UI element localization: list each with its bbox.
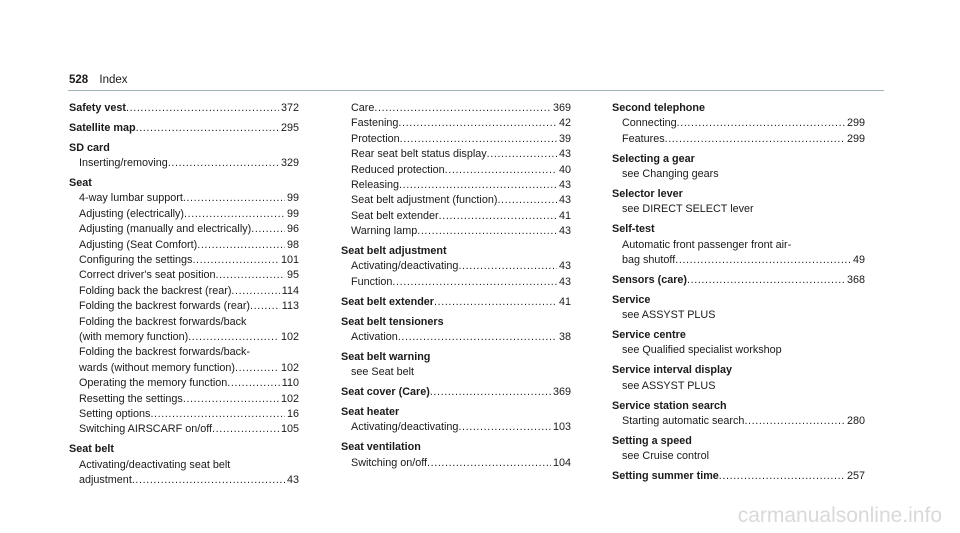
entry-text: Adjusting (electrically)	[79, 207, 185, 220]
index-subentry	[69, 345, 299, 360]
entry-text: Seat belt adjustment (function)	[351, 194, 498, 207]
index-heading	[612, 363, 865, 378]
index-heading	[341, 315, 571, 330]
index-heading	[341, 244, 571, 259]
entry-text: Connecting	[622, 117, 677, 130]
index-heading	[612, 101, 865, 116]
index-entry	[69, 101, 299, 116]
page-reference[interactable]: 372	[280, 102, 299, 114]
leader-dots	[231, 284, 279, 299]
index-entry	[612, 469, 865, 484]
leader-dots	[434, 295, 557, 310]
leader-dots	[374, 101, 551, 116]
index-subentry[interactable]	[341, 193, 571, 208]
page-reference[interactable]: 99	[286, 192, 299, 205]
index-entry	[612, 293, 865, 324]
entry-text: Function	[351, 275, 393, 288]
entry-text: Reduced protection	[351, 163, 445, 176]
entry-text: Fastening	[351, 117, 399, 130]
leader-dots	[132, 473, 285, 488]
entry-text: Selector lever	[612, 187, 683, 200]
entry-text: Setting options	[79, 407, 151, 420]
page-reference[interactable]: 369	[552, 102, 571, 114]
entry-text: Setting a speed	[612, 434, 692, 447]
index-column-1	[69, 101, 299, 493]
index-subentry[interactable]	[341, 456, 571, 471]
leader-dots	[687, 273, 845, 288]
index-column-2	[341, 101, 571, 476]
index-subentry[interactable]	[69, 473, 299, 488]
page-header	[69, 73, 128, 87]
entry-text: Features	[622, 132, 665, 145]
entry-text: Activating/deactivating	[351, 260, 459, 273]
watermark: carmanualsonline.info	[737, 504, 942, 527]
index-entry	[69, 121, 299, 136]
entry-text: Folding the backrest forwards/back-	[79, 346, 251, 359]
index-entry	[612, 273, 865, 288]
index-column-3	[612, 101, 865, 489]
index-heading	[69, 442, 299, 457]
index-heading	[341, 350, 571, 365]
leader-dots	[398, 330, 557, 345]
leader-dots	[400, 132, 557, 147]
page-reference[interactable]: 43	[558, 148, 571, 161]
index-heading[interactable]	[612, 273, 865, 288]
entry-text: 4-way lumbar support	[79, 192, 183, 205]
page-reference[interactable]: 99	[286, 207, 299, 220]
index-subentry[interactable]	[612, 132, 865, 147]
entry-text: Self-test	[612, 223, 655, 236]
leader-dots	[188, 330, 279, 345]
page-number: 528	[69, 74, 89, 86]
entry-text: Seat heater	[341, 406, 400, 419]
index-subentry[interactable]	[69, 207, 299, 222]
index-subentry[interactable]	[341, 178, 571, 193]
entry-text: see Seat belt	[351, 366, 415, 379]
leader-dots	[744, 414, 845, 429]
page-reference[interactable]: 113	[281, 300, 299, 313]
entry-text: Selecting a gear	[612, 152, 695, 165]
index-subentry[interactable]	[69, 407, 299, 422]
index-subentry[interactable]	[612, 253, 865, 268]
leader-dots	[197, 238, 285, 253]
index-subentry[interactable]	[69, 299, 299, 314]
entry-text: Sensors (care)	[612, 273, 688, 286]
entry-text: Seat belt adjustment	[341, 245, 447, 258]
page-reference[interactable]: 16	[286, 407, 299, 420]
entry-text: Seat cover (Care)	[341, 386, 430, 399]
index-subentry[interactable]	[341, 224, 571, 239]
index-entry	[341, 101, 571, 240]
entry-text: Inserting/removing	[79, 157, 168, 170]
leader-dots	[677, 116, 845, 131]
page-reference[interactable]: 103	[552, 421, 571, 434]
index-subentry[interactable]	[341, 132, 571, 147]
entry-text: SD card	[69, 141, 110, 154]
entry-text: see Cruise control	[622, 450, 710, 463]
index-subentry[interactable]	[612, 116, 865, 131]
index-heading[interactable]	[341, 295, 571, 310]
index-entry	[341, 244, 571, 290]
index-subentry	[612, 202, 865, 217]
entry-text: see Changing gears	[622, 168, 719, 181]
entry-text: see Qualified specialist workshop	[622, 344, 782, 357]
entry-text: Resetting the settings	[79, 392, 183, 405]
index-subentry[interactable]	[69, 238, 299, 253]
index-subentry[interactable]	[69, 268, 299, 283]
leader-dots	[168, 156, 279, 171]
leader-dots	[497, 193, 557, 208]
leader-dots	[183, 392, 279, 407]
index-entry	[612, 434, 865, 465]
index-entry	[69, 442, 299, 488]
page-reference[interactable]: 43	[558, 178, 571, 191]
page-reference[interactable]: 42	[558, 117, 571, 130]
leader-dots	[665, 132, 845, 147]
page-reference[interactable]: 368	[846, 273, 865, 286]
entry-text: Seat belt tensioners	[341, 315, 444, 328]
entry-text: Service	[612, 293, 651, 306]
index-subentry[interactable]	[69, 156, 299, 171]
page-reference[interactable]: 43	[286, 473, 299, 486]
index-subentry[interactable]	[341, 209, 571, 224]
index-entry	[612, 222, 865, 268]
page-reference[interactable]: 280	[846, 415, 865, 428]
index-subentry[interactable]	[69, 376, 299, 391]
entry-text: Rear seat belt status display	[351, 148, 487, 161]
index-subentry	[612, 238, 865, 253]
leader-dots	[150, 407, 285, 422]
entry-text: Activating/deactivating seat belt	[79, 458, 231, 471]
entry-text: Seat belt warning	[341, 350, 431, 363]
entry-text: Folding the backrest forwards/back	[79, 315, 247, 328]
page-reference[interactable]: 104	[552, 456, 571, 469]
entry-text: Service station search	[612, 399, 727, 412]
index-heading[interactable]	[612, 469, 865, 484]
entry-text: Safety vest	[69, 102, 127, 114]
index-subentry[interactable]	[341, 116, 571, 131]
leader-dots	[458, 420, 551, 435]
leader-dots	[430, 385, 551, 400]
leader-dots	[192, 253, 279, 268]
index-entry	[612, 363, 865, 394]
entry-text: Adjusting (manually and electrically)	[79, 223, 252, 236]
leader-dots	[251, 222, 285, 237]
entry-text: wards (without memory function)	[79, 361, 236, 374]
entry-text: see ASSYST PLUS	[622, 379, 716, 392]
index-subentry[interactable]	[341, 147, 571, 162]
index-heading	[612, 434, 865, 449]
index-heading[interactable]	[341, 385, 571, 400]
entry-text: see DIRECT SELECT lever	[622, 203, 754, 216]
entry-text: Releasing	[351, 178, 400, 191]
index-subentry[interactable]	[69, 361, 299, 376]
index-entry	[612, 399, 865, 430]
index-subentry[interactable]	[69, 222, 299, 237]
index-subentry[interactable]	[341, 330, 571, 345]
index-subentry[interactable]	[612, 414, 865, 429]
entry-text: adjustment	[79, 473, 132, 486]
index-subentry	[69, 315, 299, 330]
page-reference[interactable]: 43	[558, 260, 571, 273]
page-reference[interactable]: 299	[846, 117, 865, 130]
page-reference[interactable]: 102	[280, 330, 299, 343]
page-reference[interactable]: 299	[846, 132, 865, 145]
index-subentry[interactable]	[69, 253, 299, 268]
entry-text: Seat belt	[69, 443, 115, 456]
leader-dots	[398, 116, 557, 131]
index-entry	[341, 350, 571, 381]
page-reference[interactable]: 329	[280, 157, 299, 170]
index-entry	[612, 101, 865, 147]
entry-text: Seat	[69, 177, 92, 190]
page-reference[interactable]: 49	[852, 254, 865, 267]
index-subentry	[612, 449, 865, 464]
leader-dots	[235, 361, 279, 376]
leader-dots	[458, 259, 557, 274]
entry-text: see ASSYST PLUS	[622, 309, 716, 322]
index-entry	[69, 176, 299, 438]
entry-text: Activation	[351, 330, 398, 343]
leader-dots	[439, 209, 557, 224]
index-entry	[341, 315, 571, 346]
entry-text: Care	[351, 102, 375, 114]
leader-dots	[487, 147, 557, 162]
leader-dots	[399, 178, 557, 193]
entry-text: Operating the memory function	[79, 377, 228, 390]
entry-text: Folding back the backrest (rear)	[79, 284, 232, 297]
index-subentry[interactable]	[341, 275, 571, 290]
entry-text: Second telephone	[612, 102, 705, 114]
index-entry	[341, 385, 571, 400]
index-heading	[612, 187, 865, 202]
index-subentry	[612, 379, 865, 394]
leader-dots	[250, 299, 280, 314]
page-reference[interactable]: 39	[558, 132, 571, 145]
index-subentry[interactable]	[341, 163, 571, 178]
entry-text: Setting summer time	[612, 470, 719, 483]
page-reference[interactable]: 38	[558, 330, 571, 343]
leader-dots	[675, 253, 851, 268]
entry-text: bag shutoff	[622, 254, 676, 267]
index-subentry[interactable]	[69, 191, 299, 206]
entry-text: Protection	[351, 132, 400, 145]
leader-dots	[212, 422, 279, 437]
page-reference[interactable]: 105	[280, 423, 299, 436]
page-title: Index	[99, 74, 128, 86]
index-subentry[interactable]	[341, 101, 571, 116]
page-reference[interactable]: 43	[558, 194, 571, 207]
index-subentry	[69, 458, 299, 473]
page-reference[interactable]: 40	[558, 163, 571, 176]
entry-text: Switching AIRSCARF on/off	[79, 423, 213, 436]
index-heading[interactable]	[69, 101, 299, 116]
entry-text: Automatic front passenger front air-	[622, 238, 792, 251]
page-reference[interactable]: 114	[281, 284, 299, 297]
page-reference[interactable]: 295	[280, 121, 299, 134]
entry-text: (with memory function)	[79, 330, 189, 343]
index-heading	[612, 328, 865, 343]
entry-text: Correct driver's seat position	[79, 269, 216, 282]
index-heading	[341, 440, 571, 455]
leader-dots	[719, 469, 845, 484]
leader-dots	[136, 121, 279, 136]
entry-text: Satellite map	[69, 121, 136, 134]
index-heading	[612, 399, 865, 414]
index-subentry[interactable]	[69, 392, 299, 407]
leader-dots	[427, 456, 551, 471]
index-subentry	[612, 167, 865, 182]
entry-text: Switching on/off	[351, 456, 428, 469]
page-reference[interactable]: 102	[280, 392, 299, 405]
index-entry	[612, 152, 865, 183]
index-entry	[69, 141, 299, 172]
index-subentry	[341, 365, 571, 380]
page-reference[interactable]: 101	[280, 254, 299, 267]
index-heading	[612, 293, 865, 308]
page-reference[interactable]: 95	[286, 269, 299, 282]
page-reference[interactable]: 96	[286, 223, 299, 236]
index-subentry	[612, 343, 865, 358]
index-heading	[69, 141, 299, 156]
leader-dots	[183, 191, 285, 206]
index-heading	[341, 405, 571, 420]
index-entry	[341, 405, 571, 436]
entry-text: Activating/deactivating	[351, 421, 459, 434]
page-reference[interactable]: 41	[558, 295, 571, 308]
page-reference[interactable]: 369	[552, 386, 571, 399]
entry-text: Starting automatic search	[622, 415, 745, 428]
leader-dots	[184, 207, 285, 222]
index-subentry	[612, 308, 865, 323]
index-subentry[interactable]	[341, 259, 571, 274]
page-reference[interactable]: 43	[558, 225, 571, 238]
leader-dots	[126, 101, 279, 116]
index-subentry[interactable]	[69, 284, 299, 299]
entry-text: Service interval display	[612, 364, 733, 377]
page-reference[interactable]: 257	[846, 470, 865, 483]
page-reference[interactable]: 102	[280, 361, 299, 374]
leader-dots	[417, 224, 557, 239]
entry-text: Seat belt extender	[351, 209, 439, 222]
index-heading	[612, 152, 865, 167]
leader-dots	[215, 268, 285, 283]
leader-dots	[445, 163, 557, 178]
entry-text: Seat belt extender	[341, 295, 435, 308]
entry-text: Seat ventilation	[341, 441, 421, 454]
index-subentry[interactable]	[69, 330, 299, 345]
page-reference[interactable]: 98	[286, 238, 299, 251]
index-entry	[612, 187, 865, 218]
index-entry	[341, 295, 571, 310]
index-heading	[612, 222, 865, 237]
entry-text: Adjusting (Seat Comfort)	[79, 238, 198, 251]
header-divider	[68, 90, 884, 91]
index-subentry[interactable]	[69, 422, 299, 437]
index-heading	[69, 176, 299, 191]
leader-dots	[227, 376, 280, 391]
leader-dots	[392, 275, 557, 290]
entry-text: Warning lamp	[351, 225, 418, 238]
entry-text: Folding the backrest forwards (rear)	[79, 300, 251, 313]
page-reference[interactable]: 41	[558, 209, 571, 222]
index-subentry[interactable]	[341, 420, 571, 435]
entry-text: Service centre	[612, 329, 686, 342]
page-reference[interactable]: 110	[281, 377, 299, 390]
index-heading[interactable]	[69, 121, 299, 136]
page-reference[interactable]: 43	[558, 275, 571, 288]
entry-text: Configuring the settings	[79, 254, 193, 267]
index-entry	[341, 440, 571, 471]
index-entry	[612, 328, 865, 359]
